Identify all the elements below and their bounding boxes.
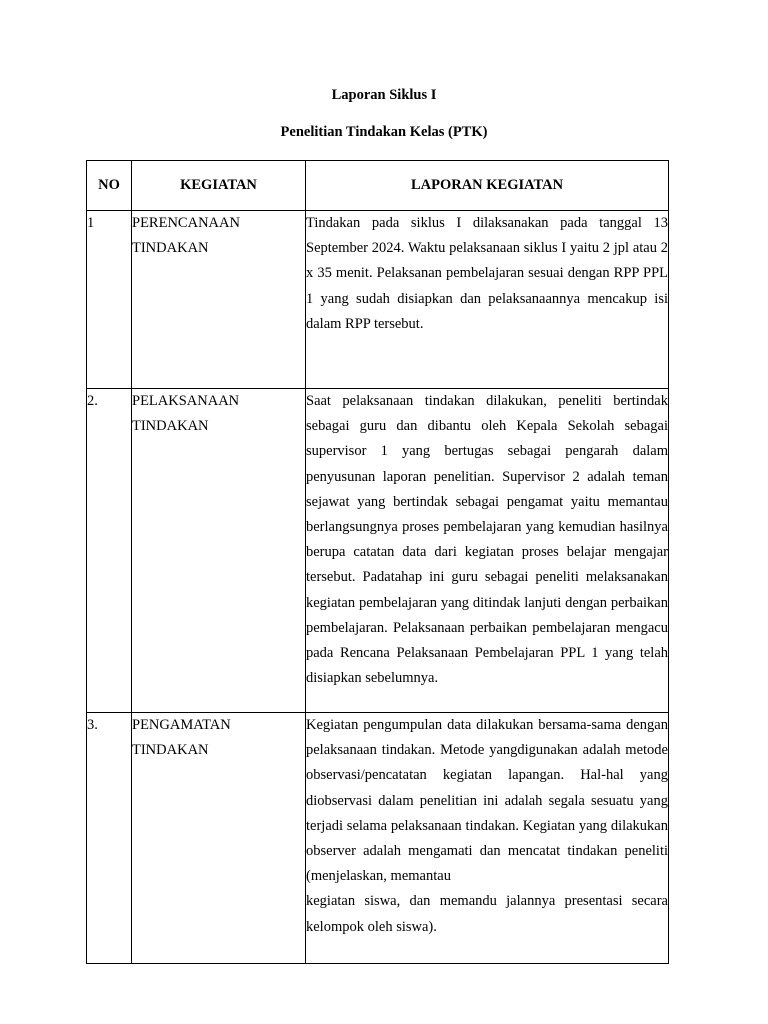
kegiatan-line: TINDAKAN bbox=[132, 417, 209, 434]
row-number: 2. bbox=[87, 389, 132, 713]
laporan-text: Tindakan pada siklus I dilaksanakan pada tanggal 13 September 2024. Waktu pelaksanaan siklus I yaitu 2 jpl atau 2 x 35 menit. Pelaksanan pembelajaran sesuai dengan RPP PPL 1 yang sudah disiapkan dan pelaksanaannya mencakup isi dalam RPP tersebut. bbox=[306, 215, 668, 332]
kegiatan-line: TINDAKAN bbox=[132, 239, 209, 256]
row-kegiatan bbox=[132, 713, 306, 964]
laporan-text: Kegiatan pengumpulan data dilakukan bersama-sama dengan pelaksanaan tindakan. Metode yangdigunakan adalah metode observasi/pencatatan kegiatan lapangan. Hal-hal yang diobservasi dalam penelitian ini adalah segala sesuatu yang terjadi selama pelaksanaan tindakan. Kegiatan yang dilakukan observer adalah mengamati dan mencatat tindakan peneliti (menjelaskan, memantau bbox=[306, 717, 668, 885]
laporan-text: Saat pelaksanaan tindakan dilakukan, peneliti bertindak sebagai guru dan dibantu oleh Kepala Sekolah sebagai supervisor 1 yang bertugas sebagai pengarah dalam penyusunan laporan penelitian. Supervisor 2 adalah teman sejawat yang bertindak sebagai pengamat yaitu memantau berlangsungnya proses pembelajaran yang kemudian hasilnya berupa catatan data dari kegiatan proses belajar mengajar tersebut. Padatahap ini guru sebagai peneliti melaksanakan kegiatan pembelajaran yang ditindak lanjuti dengan perbaikan pembelajaran. Pelaksanaan perbaikan pembelajaran mengacu pada Rencana Pelaksanaan Pembelajaran PPL 1 yang telah disiapkan sebelumnya. bbox=[306, 393, 668, 687]
row-number: 3. bbox=[87, 713, 132, 964]
kegiatan-line: PENGAMATAN bbox=[132, 717, 231, 733]
row-number: 1 bbox=[87, 211, 132, 389]
row-kegiatan bbox=[132, 211, 306, 389]
document-title: Laporan Siklus I bbox=[331, 87, 437, 103]
kegiatan-line: PELAKSANAAN bbox=[132, 393, 240, 409]
header-no: NO bbox=[87, 161, 132, 211]
table-header-row bbox=[87, 161, 669, 211]
row-laporan bbox=[306, 211, 669, 389]
document-subtitle: Penelitian Tindakan Kelas (PTK) bbox=[280, 124, 488, 140]
table-row bbox=[87, 713, 669, 964]
row-laporan bbox=[306, 389, 669, 713]
laporan-text: kegiatan siswa, dan memandu jalannya presentasi secara kelompok oleh siswa). bbox=[306, 893, 668, 935]
header-laporan: LAPORAN KEGIATAN bbox=[306, 161, 669, 211]
kegiatan-line: TINDAKAN bbox=[132, 741, 209, 758]
row-kegiatan bbox=[132, 389, 306, 713]
header-kegiatan: KEGIATAN bbox=[132, 161, 306, 211]
row-laporan bbox=[306, 713, 669, 964]
table-row bbox=[87, 211, 669, 389]
report-table bbox=[86, 160, 669, 964]
kegiatan-line: PERENCANAAN bbox=[132, 215, 240, 231]
table-row bbox=[87, 389, 669, 713]
